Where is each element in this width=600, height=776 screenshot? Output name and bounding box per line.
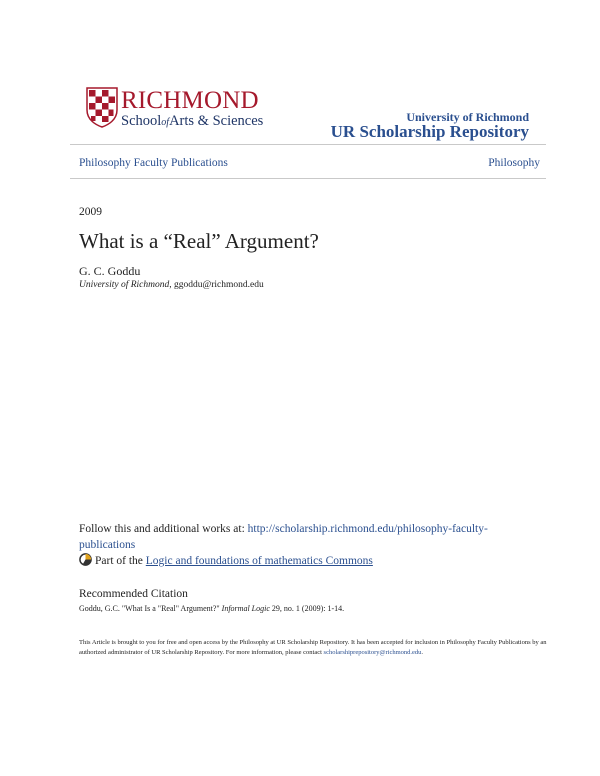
follow-line: Follow this and additional works at: http://scholarship.richmond.edu/philosophy-faculty-publications [79,523,488,551]
logo-wordmark: RICHMOND [121,87,259,114]
logo-school-name: SchoolofArts & Sciences [121,113,264,129]
repository-university[interactable]: University of Richmond [406,110,529,124]
commons-network-icon [79,553,92,566]
richmond-shield-logo [86,86,118,128]
collection-link[interactable]: Philosophy Faculty Publications [79,157,228,169]
header-divider-bottom [70,178,546,179]
follow-link[interactable]: http://scholarship.richmond.edu/philosophy-faculty-publications [79,523,488,551]
part-of-line: Part of the Logic and foundations of mathematics Commons [79,553,373,569]
author-name: G. C. Goddu [79,264,141,278]
contact-email-link[interactable]: scholarshiprepository@richmond.edu [323,649,422,656]
author-affiliation: University of Richmond, ggoddu@richmond.edu [79,280,264,290]
repository-name[interactable]: UR Scholarship Repository [330,122,529,141]
article-title: What is a “Real” Argument? [79,229,319,253]
department-link[interactable]: Philosophy [488,157,540,169]
header-divider-top [70,144,546,145]
citation-heading: Recommended Citation [79,588,188,600]
publication-year: 2009 [79,206,102,218]
commons-link[interactable]: Logic and foundations of mathematics Commons [145,555,373,567]
citation-text: Goddu, G.C. "What Is a "Real" Argument?" Informal Logic 29, no. 1 (2009): 1-14. [79,604,345,613]
access-notice: This Article is brought to you for free and open access by the Philosophy at UR Scholarship Repository. It has been accepted for inclusion in Philosophy Faculty Publications by an authorized administrator of UR Scholarship Repository. For more information, please contact scholarshiprepository@richmond.edu. [79,639,547,656]
